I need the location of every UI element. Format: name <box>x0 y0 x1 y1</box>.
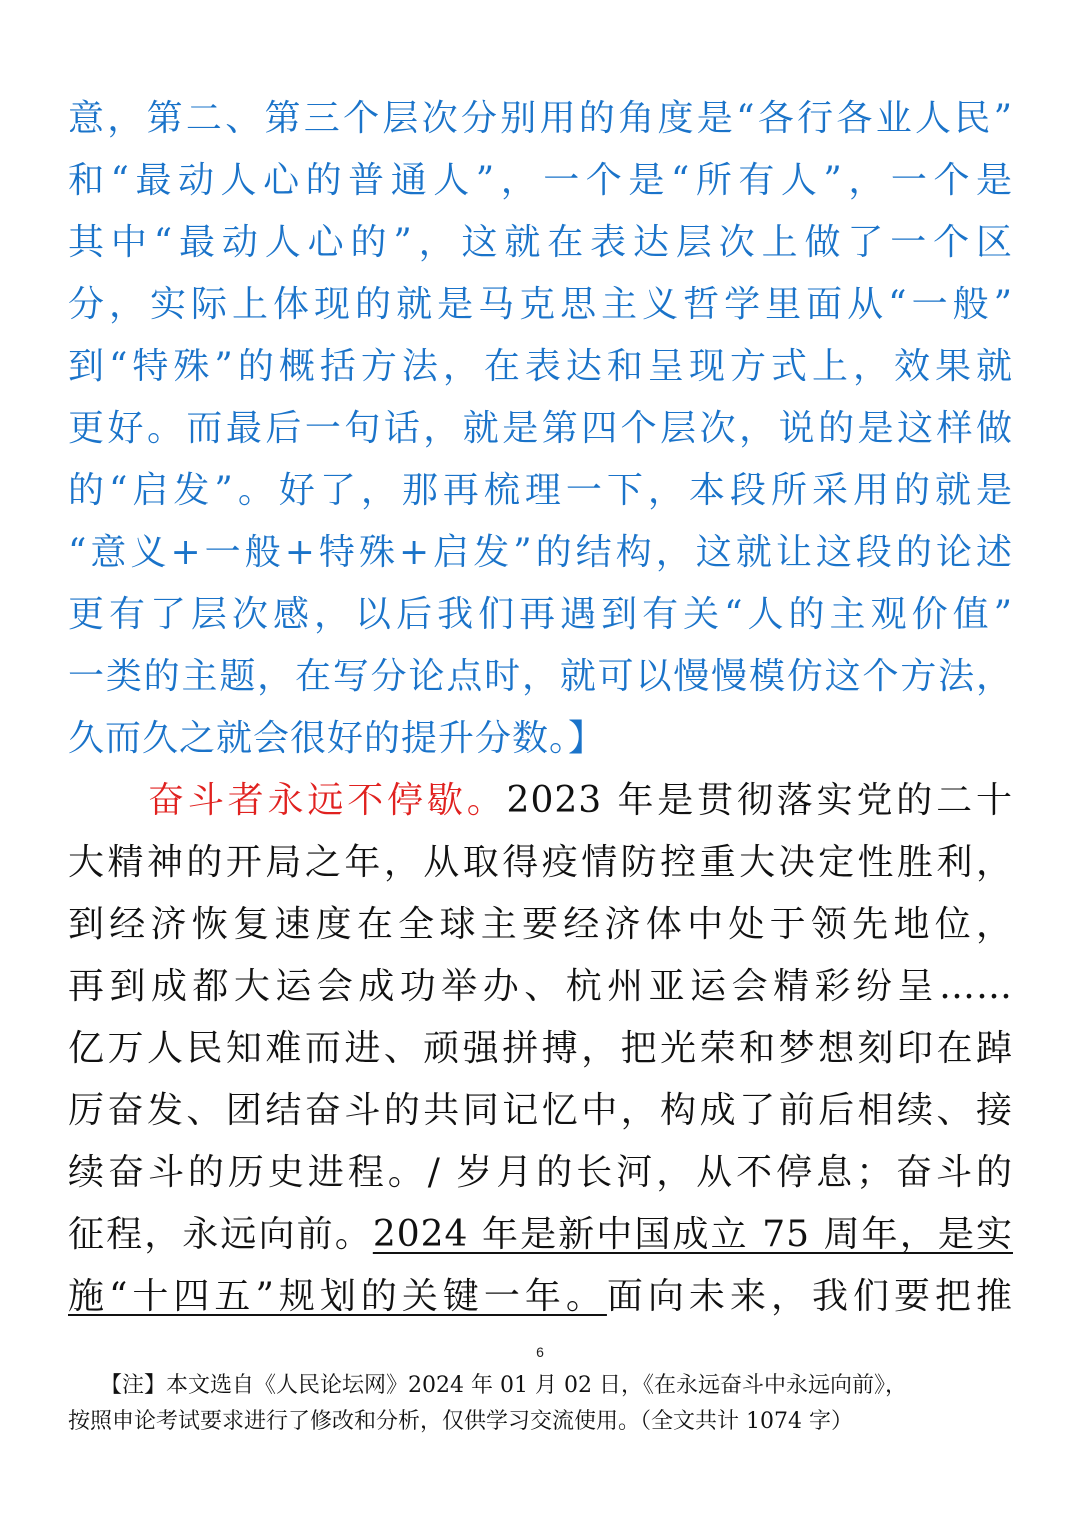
paragraph-line: 厉奋发、团结奋斗的共同记忆中，构成了前后相续、接 <box>68 1090 1013 1131</box>
analysis-line: 更有了层次感，以后我们再遇到有关“人的主观价值” <box>68 594 1013 635</box>
analysis-line: 和“最动人心的普通人”，一个是“所有人”，一个是 <box>68 160 1013 201</box>
paragraph-line: 到经济恢复速度在全球主要经济体中处于领先地位， <box>68 904 1013 945</box>
analysis-line: “意义+一般+特殊+启发”的结构，这就让这段的论述 <box>68 532 1013 573</box>
paragraph-line <box>68 1204 1013 1266</box>
analysis-line: 久而久之就会很好的提升分数。】 <box>68 718 606 759</box>
analysis-line: 更好。而最后一句话，就是第四个层次，说的是这样做 <box>68 408 1013 449</box>
page-number: 6 <box>536 1344 544 1360</box>
paragraph-heading: 奋斗者永远不停歇。 <box>148 780 507 821</box>
underlined-key-sentence: 施“十四五”规划的关键一年。 <box>68 1276 607 1317</box>
analysis-line: 到“特殊”的概括方法，在表达和呈现方式上，效果就 <box>68 346 1013 387</box>
paragraph-line <box>68 1266 1013 1328</box>
underlined-key-sentence: 2024 年是新中国成立 75 周年，是实 <box>372 1214 1013 1255</box>
analysis-line: 其中“最动人心的”，这就在表达层次上做了一个区 <box>68 222 1013 263</box>
analysis-line: 一类的主题，在写分论点时，就可以慢慢模仿这个方法， <box>68 656 1013 697</box>
paragraph-text: 面向未来，我们要把推 <box>606 1276 1013 1317</box>
source-note-line: 【注】本文选自《人民论坛网》2024 年 01 月 02 日，《在永远奋斗中永远向前》， <box>100 1373 907 1398</box>
paragraph-line: 再到成都大运会成功举办、杭州亚运会精彩纷呈…… <box>68 966 1013 1007</box>
source-note-line: 按照申论考试要求进行了修改和分析，仅供学习交流使用。（全文共计 1074 字） <box>68 1409 853 1434</box>
analysis-line: 分，实际上体现的就是马克思主义哲学里面从“一般” <box>68 284 1013 325</box>
paragraph-line: 大精神的开局之年，从取得疫情防控重大决定性胜利， <box>68 842 1013 883</box>
paragraph-text: 2023 年是贯彻落实党的二十 <box>506 780 1013 821</box>
paragraph-first-line <box>148 770 1013 832</box>
analysis-line: 的“启发”。好了，那再梳理一下，本段所采用的就是 <box>68 470 1013 511</box>
paragraph-text: 征程，永远向前。 <box>68 1214 373 1255</box>
analysis-line: 意，第二、第三个层次分别用的角度是“各行各业人民” <box>68 98 1013 139</box>
paragraph-line: 亿万人民知难而进、顽强拼搏，把光荣和梦想刻印在踔 <box>68 1028 1013 1069</box>
paragraph-line: 续奋斗的历史进程。/ 岁月的长河，从不停息；奋斗的 <box>68 1152 1013 1193</box>
